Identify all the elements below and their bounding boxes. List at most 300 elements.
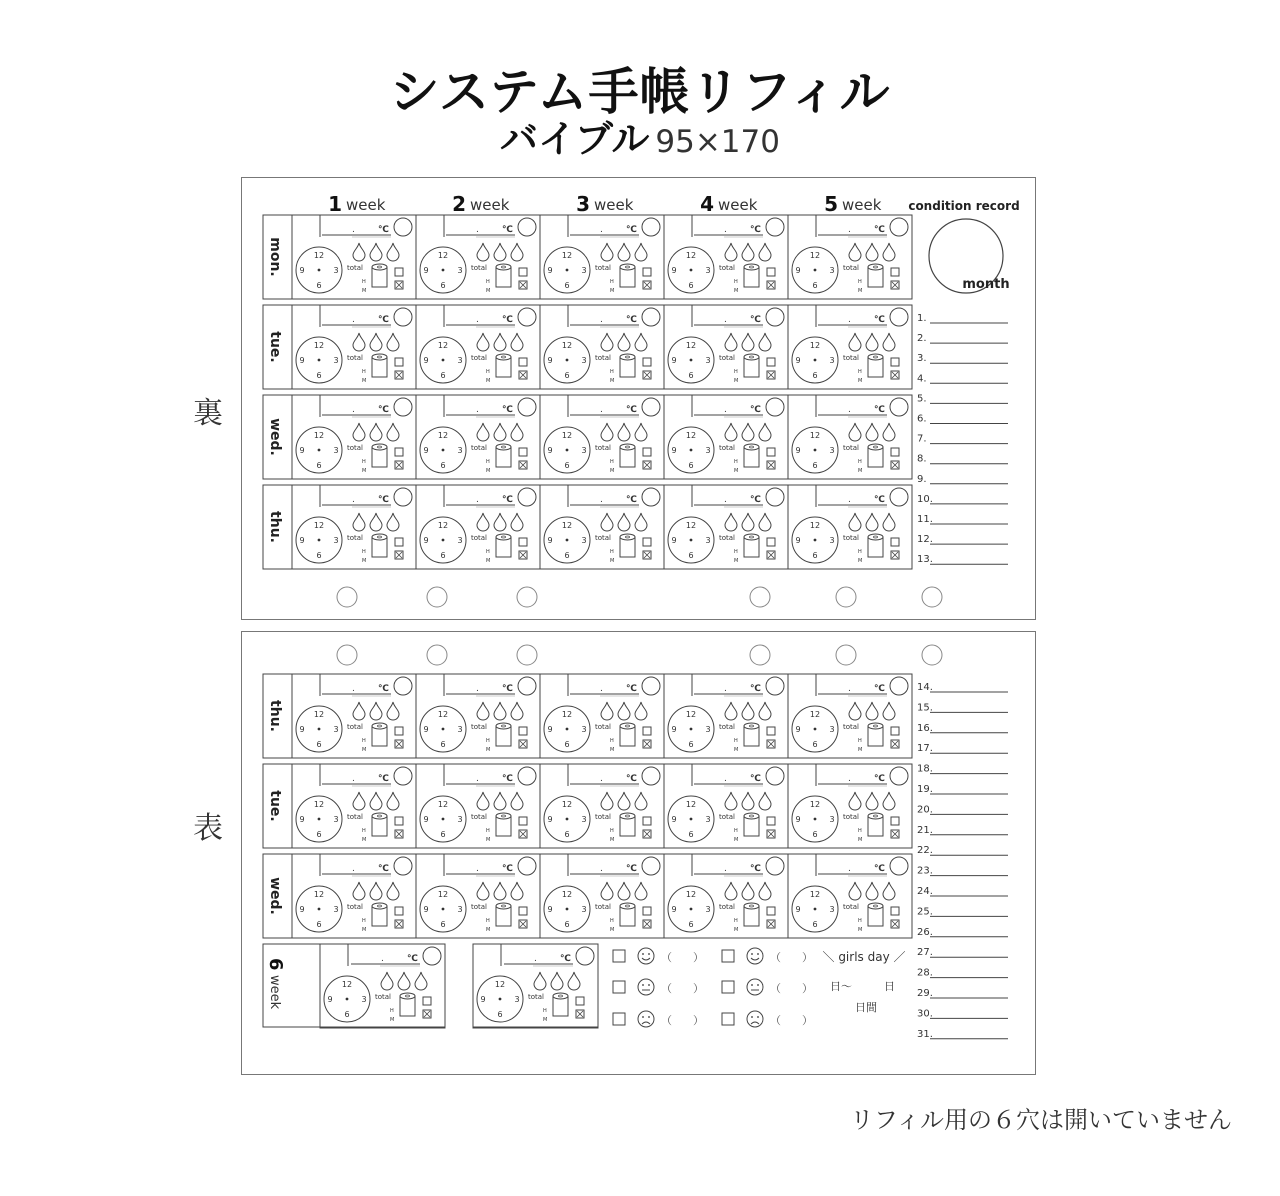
record-number: 7. [917, 433, 927, 445]
water-drop-icon [618, 243, 630, 261]
water-drop-icon [370, 882, 382, 900]
binder-hole [836, 587, 856, 607]
toilet-roll-top [372, 813, 387, 819]
clock-3: 3 [829, 446, 835, 455]
temp-dot: . [352, 225, 355, 235]
m-label: M [858, 747, 863, 753]
total-label: total [843, 354, 860, 362]
clock-6: 6 [564, 461, 570, 470]
m-label: M [543, 1017, 548, 1023]
clock-6: 6 [497, 1010, 503, 1019]
temp-unit: ℃ [874, 405, 885, 415]
temp-unit: ℃ [378, 684, 389, 694]
h-label: H [610, 738, 614, 744]
day-cell [540, 674, 664, 758]
water-drop-icon [742, 243, 754, 261]
clock-center [318, 269, 321, 272]
girls-day-title: ＼ girls day ／ [822, 950, 906, 964]
neutral-face-icon [747, 979, 763, 995]
h-label: H [858, 549, 862, 555]
clock-3: 3 [581, 356, 587, 365]
temp-unit: ℃ [874, 495, 885, 505]
clock-12: 12 [685, 890, 697, 899]
day-cell [292, 485, 416, 569]
temp-dot: . [724, 315, 727, 325]
temp-dot: . [848, 315, 851, 325]
clock-9: 9 [795, 536, 801, 545]
water-drop-icon [725, 423, 737, 441]
clock-9: 9 [299, 536, 305, 545]
mood-checkbox [613, 981, 625, 993]
day-cell [292, 395, 416, 479]
water-drop-icon [398, 972, 410, 990]
record-number: 27. [917, 947, 933, 959]
paren-open: （ [770, 1014, 781, 1027]
h-label: H [734, 738, 738, 744]
face-outline [638, 1011, 654, 1027]
temp-dot: . [848, 864, 851, 874]
day-cell [788, 305, 912, 389]
checkbox [395, 448, 403, 456]
water-drop-icon [742, 792, 754, 810]
day-cell [292, 305, 416, 389]
water-drop-icon [353, 333, 365, 351]
water-drop-icon [477, 702, 489, 720]
water-drop-icon [370, 702, 382, 720]
water-drop-icon [618, 702, 630, 720]
clock-12: 12 [809, 710, 821, 719]
clock-6: 6 [316, 551, 322, 560]
condition-circle [518, 398, 536, 416]
clock-center [690, 269, 693, 272]
clock-12: 12 [809, 341, 821, 350]
clock-center [566, 908, 569, 911]
clock-9: 9 [671, 815, 677, 824]
day-cell [292, 854, 416, 938]
mood-checkbox [722, 1013, 734, 1025]
binder-hole [427, 645, 447, 665]
clock-center [318, 359, 321, 362]
clock-6: 6 [564, 830, 570, 839]
temp-unit: ℃ [502, 684, 513, 694]
clock-12: 12 [809, 890, 821, 899]
m-label: M [858, 378, 863, 384]
record-number: 20. [917, 804, 933, 816]
clock-12: 12 [313, 431, 325, 440]
toilet-roll-top [496, 444, 511, 450]
girls-day-from: 日～ [830, 980, 852, 993]
temp-unit: ℃ [502, 495, 513, 505]
water-drop-icon [866, 702, 878, 720]
h-label: H [362, 369, 366, 375]
water-drop-icon [883, 423, 895, 441]
girls-day-duration: 日間 [855, 1001, 877, 1014]
condition-circle [766, 767, 784, 785]
temp-dot: . [600, 225, 603, 235]
m-label: M [858, 288, 863, 294]
record-number: 31. [917, 1028, 933, 1040]
m-label: M [362, 468, 367, 474]
clock-3: 3 [457, 446, 463, 455]
checkbox [643, 817, 651, 825]
face-eye [642, 953, 644, 955]
total-label: total [471, 903, 488, 911]
record-number: 24. [917, 886, 933, 897]
toilet-roll-top [744, 723, 759, 729]
record-number: 12. [917, 534, 933, 546]
m-label: M [610, 378, 615, 384]
clock-12: 12 [561, 800, 573, 809]
water-drop-icon [883, 702, 895, 720]
day-cell [416, 305, 540, 389]
temp-unit: ℃ [626, 774, 637, 784]
total-label: total [719, 264, 736, 272]
temp-dot: . [352, 684, 355, 694]
water-drop-icon [381, 972, 393, 990]
condition-circle [766, 488, 784, 506]
water-drop-icon [759, 702, 771, 720]
temp-unit: ℃ [378, 225, 389, 235]
m-label: M [486, 468, 491, 474]
clock-center [499, 998, 502, 1001]
clock-6: 6 [440, 371, 446, 380]
day-cell [788, 764, 912, 848]
total-label: total [347, 903, 364, 911]
record-number: 13. [917, 554, 933, 566]
h-label: H [858, 279, 862, 285]
clock-9: 9 [423, 266, 429, 275]
checkbox [643, 727, 651, 735]
side-label-back: 裏 [193, 396, 223, 431]
condition-circle [890, 677, 908, 695]
clock-12: 12 [313, 341, 325, 350]
record-number: 19. [917, 784, 933, 795]
face-mouth [751, 958, 759, 960]
clock-12: 12 [313, 890, 325, 899]
clock-6: 6 [440, 920, 446, 929]
temp-unit: ℃ [750, 225, 761, 235]
record-number: 21. [917, 824, 933, 836]
water-drop-icon [725, 333, 737, 351]
temp-unit: ℃ [626, 225, 637, 235]
binder-hole [337, 645, 357, 665]
day-label: wed. [267, 418, 283, 456]
temp-unit: ℃ [502, 225, 513, 235]
water-drop-icon [477, 882, 489, 900]
m-label: M [734, 747, 739, 753]
water-drop-icon [477, 243, 489, 261]
face-eye [642, 984, 644, 986]
temp-dot: . [600, 495, 603, 505]
toilet-roll-top [620, 264, 635, 270]
water-drop-icon [725, 882, 737, 900]
temp-dot: . [476, 684, 479, 694]
water-drop-icon [387, 702, 399, 720]
toilet-roll-top [496, 813, 511, 819]
temp-unit: ℃ [750, 684, 761, 694]
day-cell [788, 395, 912, 479]
h-label: H [362, 828, 366, 834]
m-label: M [362, 288, 367, 294]
clock-6: 6 [688, 281, 694, 290]
clock-9: 9 [299, 905, 305, 914]
toilet-roll-top [496, 903, 511, 909]
clock-12: 12 [437, 800, 449, 809]
day-cell [664, 395, 788, 479]
clock-12: 12 [561, 890, 573, 899]
paren-open: （ [661, 982, 672, 995]
temp-unit: ℃ [750, 774, 761, 784]
condition-circle [642, 488, 660, 506]
record-number: 22. [917, 845, 933, 857]
total-label: total [719, 903, 736, 911]
clock-center [566, 269, 569, 272]
condition-circle [766, 398, 784, 416]
checkbox [519, 907, 527, 915]
clock-3: 3 [333, 905, 339, 914]
m-label: M [610, 747, 615, 753]
temp-dot: . [381, 954, 384, 964]
clock-3: 3 [514, 995, 520, 1004]
day-cell [416, 215, 540, 299]
h-label: H [362, 279, 366, 285]
water-drop-icon [415, 972, 427, 990]
checkbox [767, 727, 775, 735]
binder-hole [337, 587, 357, 607]
condition-record-title: condition record [908, 199, 1020, 213]
toilet-roll-top [744, 534, 759, 540]
clock-9: 9 [795, 815, 801, 824]
checkbox [395, 907, 403, 915]
clock-center [814, 449, 817, 452]
total-label: total [843, 903, 860, 911]
clock-12: 12 [437, 431, 449, 440]
face-outline [638, 948, 654, 964]
water-drop-icon [387, 243, 399, 261]
m-label: M [610, 468, 615, 474]
water-drop-icon [866, 243, 878, 261]
week-label: week [346, 196, 386, 214]
paren-close: ） [802, 982, 813, 995]
checkbox [891, 358, 899, 366]
day-cell [320, 944, 445, 1028]
clock-3: 3 [581, 905, 587, 914]
clock-3: 3 [581, 446, 587, 455]
water-drop-icon [883, 333, 895, 351]
clock-3: 3 [829, 905, 835, 914]
m-label: M [486, 378, 491, 384]
toilet-roll-top [372, 903, 387, 909]
h-label: H [486, 459, 490, 465]
checkbox [519, 448, 527, 456]
day-cell [416, 674, 540, 758]
water-drop-icon [511, 702, 523, 720]
water-drop-icon [759, 513, 771, 531]
toilet-roll-top [868, 534, 883, 540]
clock-6: 6 [440, 461, 446, 470]
clock-center [442, 539, 445, 542]
h-label: H [390, 1008, 394, 1014]
binder-hole [750, 645, 770, 665]
clock-6: 6 [688, 371, 694, 380]
condition-circle [890, 218, 908, 236]
checkbox [643, 448, 651, 456]
clock-9: 9 [795, 266, 801, 275]
m-label: M [362, 747, 367, 753]
day-cell [416, 485, 540, 569]
m-label: M [858, 558, 863, 564]
clock-6: 6 [564, 920, 570, 929]
day-cell [292, 674, 416, 758]
day-cell [540, 215, 664, 299]
clock-12: 12 [685, 251, 697, 260]
record-number: 2. [917, 333, 927, 345]
clock-12: 12 [561, 251, 573, 260]
water-drop-icon [353, 423, 365, 441]
record-number: 10. [917, 493, 933, 505]
total-label: total [719, 534, 736, 542]
total-label: total [595, 444, 612, 452]
checkbox [519, 817, 527, 825]
condition-circle [890, 308, 908, 326]
day-cell [664, 485, 788, 569]
clock-center [814, 539, 817, 542]
clock-3: 3 [829, 266, 835, 275]
water-drop-icon [759, 243, 771, 261]
clock-3: 3 [457, 266, 463, 275]
m-label: M [734, 378, 739, 384]
water-drop-icon [849, 333, 861, 351]
total-label: total [347, 444, 364, 452]
condition-circle [394, 308, 412, 326]
clock-3: 3 [333, 446, 339, 455]
clock-center [318, 539, 321, 542]
mood-checkbox [722, 950, 734, 962]
temp-dot: . [352, 405, 355, 415]
water-drop-icon [759, 423, 771, 441]
clock-center [442, 728, 445, 731]
h-label: H [858, 459, 862, 465]
m-label: M [858, 927, 863, 933]
clock-6: 6 [688, 830, 694, 839]
clock-9: 9 [547, 905, 553, 914]
water-drop-icon [387, 882, 399, 900]
total-label: total [471, 264, 488, 272]
clock-3: 3 [829, 815, 835, 824]
toilet-roll-top [496, 264, 511, 270]
water-drop-icon [494, 333, 506, 351]
clock-9: 9 [795, 356, 801, 365]
water-drop-icon [618, 333, 630, 351]
condition-circle [394, 767, 412, 785]
clock-3: 3 [333, 536, 339, 545]
face-outline [747, 948, 763, 964]
clock-12: 12 [561, 710, 573, 719]
clock-center [442, 449, 445, 452]
face-outline [747, 979, 763, 995]
face-outline [638, 979, 654, 995]
total-label: total [843, 264, 860, 272]
checkbox [891, 817, 899, 825]
h-label: H [734, 918, 738, 924]
checkbox [519, 358, 527, 366]
week-number: 4 [700, 192, 714, 216]
water-drop-icon [725, 792, 737, 810]
clock-12: 12 [685, 710, 697, 719]
clock-12: 12 [437, 521, 449, 530]
face-eye [757, 953, 759, 955]
clock-9: 9 [423, 356, 429, 365]
clock-9: 9 [671, 356, 677, 365]
condition-circle [518, 677, 536, 695]
clock-3: 3 [581, 266, 587, 275]
clock-6: 6 [440, 740, 446, 749]
temp-unit: ℃ [378, 774, 389, 784]
condition-circle [576, 947, 594, 965]
day-label: thu. [267, 511, 283, 543]
clock-12: 12 [809, 251, 821, 260]
face-mouth [642, 958, 650, 960]
temp-dot: . [352, 315, 355, 325]
toilet-roll-top [620, 444, 635, 450]
record-number: 23. [917, 865, 933, 877]
day-cell [292, 764, 416, 848]
water-drop-icon [742, 702, 754, 720]
total-label: total [471, 723, 488, 731]
paren-open: （ [661, 951, 672, 964]
water-drop-icon [635, 792, 647, 810]
face-mouth [642, 1022, 650, 1024]
temp-dot: . [476, 225, 479, 235]
toilet-roll-top [620, 903, 635, 909]
clock-12: 12 [685, 800, 697, 809]
toilet-roll-top [744, 444, 759, 450]
water-drop-icon [883, 792, 895, 810]
record-number: 30. [917, 1008, 933, 1020]
water-drop-icon [635, 333, 647, 351]
toilet-roll-top [400, 993, 415, 999]
clock-12: 12 [313, 710, 325, 719]
toilet-roll-top [868, 903, 883, 909]
h-label: H [610, 828, 614, 834]
toilet-roll-top [868, 354, 883, 360]
record-number: 17. [917, 743, 933, 755]
record-number: 9. [917, 473, 927, 485]
clock-12: 12 [313, 521, 325, 530]
temp-unit: ℃ [378, 864, 389, 874]
water-drop-icon [511, 333, 523, 351]
water-drop-icon [866, 423, 878, 441]
clock-3: 3 [333, 725, 339, 734]
condition-circle [890, 767, 908, 785]
clock-12: 12 [313, 251, 325, 260]
temp-dot: . [848, 684, 851, 694]
total-label: total [843, 723, 860, 731]
temp-unit: ℃ [626, 495, 637, 505]
h-label: H [734, 828, 738, 834]
h-label: H [858, 828, 862, 834]
water-drop-icon [742, 513, 754, 531]
week-label: week [842, 196, 882, 214]
record-number: 11. [917, 514, 933, 525]
h-label: H [486, 549, 490, 555]
temp-unit: ℃ [378, 315, 389, 325]
h-label: H [362, 459, 366, 465]
week-label: week [718, 196, 758, 214]
day-cell [540, 854, 664, 938]
clock-center [690, 908, 693, 911]
total-label: total [843, 813, 860, 821]
